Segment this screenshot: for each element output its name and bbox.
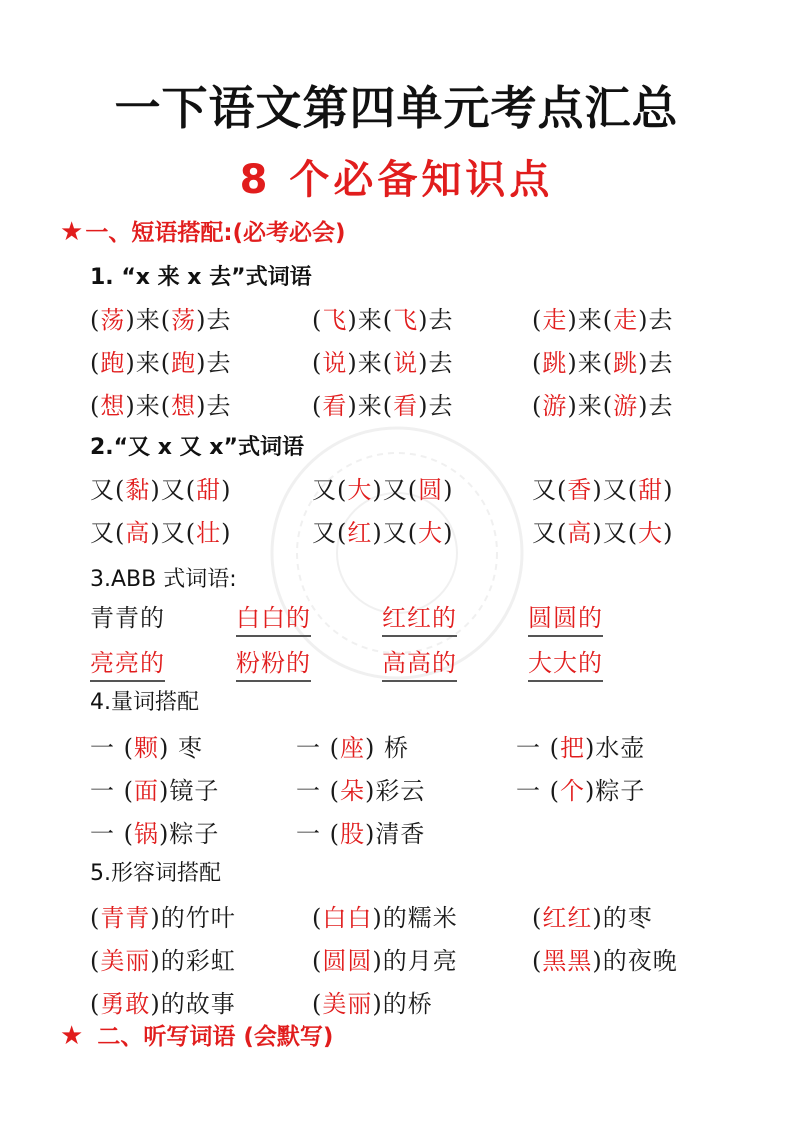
subsection-2-heading — [90, 430, 304, 461]
noun-text: )的夜晚 — [592, 947, 678, 975]
bracket-text: ( — [312, 349, 323, 377]
phrase-item — [532, 300, 673, 335]
answer-word: 勇敢 — [100, 990, 151, 1018]
answer-word: 看 — [322, 392, 348, 420]
subsection-1-heading — [90, 260, 312, 291]
answer-word: 想 — [100, 392, 126, 420]
answer-word: 游 — [542, 392, 568, 420]
noun-text: )的故事 — [150, 990, 236, 1018]
answer-word: 锅 — [134, 820, 159, 848]
connector-text: )又( — [372, 519, 419, 547]
connector-text: )去 — [418, 349, 454, 377]
answer-word: 圆圆 — [322, 947, 373, 975]
bracket-text: ( — [90, 392, 101, 420]
subsection-5-heading: 5.形容词搭配 — [90, 861, 221, 886]
phrase-item — [90, 343, 231, 378]
star-icon: ★ — [60, 217, 84, 247]
answer-word: 跳 — [613, 349, 639, 377]
answer-word: 高 — [125, 519, 151, 547]
connector-text: )又( — [592, 519, 639, 547]
measure-word-item — [296, 814, 425, 849]
answer-word: 跑 — [171, 349, 197, 377]
answer-word: 青青 — [100, 904, 151, 932]
adjective-item — [90, 984, 236, 1019]
adjective-item — [312, 984, 433, 1019]
connector-text: 又( — [532, 519, 568, 547]
abb-word: 白白的 — [236, 598, 311, 637]
answer-word: 美丽 — [322, 990, 373, 1018]
answer-word: 高 — [567, 519, 593, 547]
connector-text: 一 ( — [90, 734, 134, 762]
measure-word-item — [90, 771, 219, 806]
connector-text: 又( — [312, 519, 348, 547]
bracket-text: ) — [221, 476, 232, 504]
subsection-2-number: 2. — [90, 435, 114, 460]
phrase-item — [532, 513, 673, 548]
connector-text: 一 ( — [516, 734, 560, 762]
answer-word: 走 — [613, 306, 639, 334]
abb-word: 高高的 — [382, 643, 457, 682]
connector-text: )来( — [125, 349, 172, 377]
answer-word: 走 — [542, 306, 568, 334]
phrase-item — [312, 513, 453, 548]
answer-word: 荡 — [100, 306, 126, 334]
noun-text: )粽子 — [159, 820, 220, 848]
connector-text: )来( — [567, 349, 614, 377]
abb-word: 青青的 — [90, 604, 165, 632]
page-title: 一下语文第四单元考点汇总 — [114, 81, 679, 135]
answer-word: 看 — [393, 392, 419, 420]
answer-word: 黑黑 — [542, 947, 593, 975]
bracket-text: ) — [221, 519, 232, 547]
phrase-item — [532, 386, 673, 421]
star-icon: ★ — [60, 1021, 84, 1051]
answer-word: 飞 — [322, 306, 348, 334]
answer-word: 跑 — [100, 349, 126, 377]
connector-text: 一 ( — [90, 777, 134, 805]
measure-word-item — [90, 814, 219, 849]
connector-text: )去 — [638, 306, 674, 334]
answer-word: 白白 — [322, 904, 373, 932]
answer-word: 个 — [560, 777, 585, 805]
page-subtitle: 8 个必备知识点 — [239, 157, 554, 203]
connector-text: )去 — [196, 392, 232, 420]
connector-text: )去 — [638, 349, 674, 377]
noun-text: )清香 — [365, 820, 426, 848]
phrase-item — [532, 343, 673, 378]
connector-text: )去 — [196, 349, 232, 377]
answer-word: 美丽 — [100, 947, 151, 975]
bracket-text: ( — [532, 306, 543, 334]
noun-text: )的糯米 — [372, 904, 458, 932]
bracket-text: ) — [443, 476, 454, 504]
answer-word: 大 — [347, 476, 373, 504]
phrase-item — [312, 386, 453, 421]
bracket-text: ) — [443, 519, 454, 547]
noun-text: )的枣 — [592, 904, 653, 932]
connector-text: 又( — [90, 476, 126, 504]
answer-word: 说 — [322, 349, 348, 377]
answer-word: 股 — [340, 820, 365, 848]
answer-word: 荡 — [171, 306, 197, 334]
phrase-item — [90, 300, 231, 335]
abb-word: 圆圆的 — [528, 598, 603, 637]
bracket-text: ( — [532, 392, 543, 420]
bracket-text: ) — [663, 519, 674, 547]
section-1-heading — [60, 214, 346, 247]
adjective-item — [90, 941, 236, 976]
subsection-4-heading: 4.量词搭配 — [90, 690, 199, 715]
connector-text: )又( — [592, 476, 639, 504]
connector-text: )来( — [125, 392, 172, 420]
noun-text: )水壶 — [585, 734, 646, 762]
section-2-heading — [60, 1018, 333, 1051]
bracket-text: ( — [532, 904, 543, 932]
phrase-item — [312, 343, 453, 378]
measure-word-item — [90, 728, 203, 763]
answer-word: 说 — [393, 349, 419, 377]
connector-text: 又( — [90, 519, 126, 547]
connector-text: )来( — [567, 306, 614, 334]
connector-text: )又( — [150, 519, 197, 547]
measure-word-item — [296, 728, 409, 763]
bracket-text: ( — [312, 990, 323, 1018]
section-2-label: 二、听写词语 (会默写) — [97, 1024, 334, 1050]
answer-word: 颗 — [134, 734, 159, 762]
adjective-item — [532, 898, 653, 933]
phrase-item — [532, 470, 673, 505]
abb-word: 红红的 — [382, 598, 457, 637]
connector-text: )去 — [418, 306, 454, 334]
answer-word: 香 — [567, 476, 593, 504]
phrase-item — [90, 470, 231, 505]
answer-word: 想 — [171, 392, 197, 420]
phrase-item — [312, 300, 453, 335]
abb-word: 亮亮的 — [90, 643, 165, 682]
connector-text: 一 ( — [90, 820, 134, 848]
section-1-label: 一、短语搭配:(必考必会) — [85, 220, 346, 246]
connector-text: )去 — [638, 392, 674, 420]
connector-text: )来( — [567, 392, 614, 420]
answer-word: 跳 — [542, 349, 568, 377]
subsection-1-number: 1. — [90, 265, 122, 290]
connector-text: 一 ( — [296, 777, 340, 805]
bracket-text: ( — [90, 947, 101, 975]
connector-text: )去 — [196, 306, 232, 334]
answer-word: 黏 — [125, 476, 151, 504]
answer-word: 红红 — [542, 904, 593, 932]
noun-text: )的彩虹 — [150, 947, 236, 975]
noun-text: )粽子 — [585, 777, 646, 805]
connector-text: )来( — [347, 306, 394, 334]
connector-text: 一 ( — [296, 734, 340, 762]
measure-word-item — [516, 771, 645, 806]
noun-text: ) 桥 — [365, 734, 409, 762]
bracket-text: ( — [312, 306, 323, 334]
subsection-2-label: “又 x 又 x”式词语 — [113, 435, 304, 460]
phrase-item — [312, 470, 453, 505]
connector-text: 一 ( — [516, 777, 560, 805]
answer-word: 游 — [613, 392, 639, 420]
adjective-item — [532, 941, 678, 976]
connector-text: 又( — [532, 476, 568, 504]
connector-text: )来( — [347, 349, 394, 377]
bracket-text: ) — [663, 476, 674, 504]
connector-text: )来( — [347, 392, 394, 420]
bracket-text: ( — [90, 349, 101, 377]
noun-text: )彩云 — [365, 777, 426, 805]
connector-text: 又( — [312, 476, 348, 504]
answer-word: 座 — [340, 734, 365, 762]
answer-word: 圆 — [418, 476, 444, 504]
measure-word-item — [516, 728, 645, 763]
answer-word: 飞 — [393, 306, 419, 334]
answer-word: 把 — [560, 734, 585, 762]
adjective-item — [312, 898, 458, 933]
measure-word-item — [296, 771, 425, 806]
noun-text: )的桥 — [372, 990, 433, 1018]
bracket-text: ( — [532, 947, 543, 975]
noun-text: )的竹叶 — [150, 904, 236, 932]
abb-word: 粉粉的 — [236, 643, 311, 682]
bracket-text: ( — [90, 904, 101, 932]
subsection-1-label: “x 来 x 去”式词语 — [121, 265, 312, 290]
bracket-text: ( — [532, 349, 543, 377]
noun-text: ) 枣 — [159, 734, 203, 762]
noun-text: )镜子 — [159, 777, 220, 805]
connector-text: )又( — [372, 476, 419, 504]
connector-text: )去 — [418, 392, 454, 420]
phrase-item — [90, 513, 231, 548]
bracket-text: ( — [90, 306, 101, 334]
phrase-item — [90, 386, 231, 421]
answer-word: 面 — [134, 777, 159, 805]
abb-word: 大大的 — [528, 643, 603, 682]
answer-word: 大 — [418, 519, 444, 547]
answer-word: 壮 — [196, 519, 222, 547]
connector-text: 一 ( — [296, 820, 340, 848]
noun-text: )的月亮 — [372, 947, 458, 975]
answer-word: 大 — [638, 519, 664, 547]
bracket-text: ( — [312, 392, 323, 420]
answer-word: 朵 — [340, 777, 365, 805]
connector-text: )又( — [150, 476, 197, 504]
connector-text: )来( — [125, 306, 172, 334]
bracket-text: ( — [312, 904, 323, 932]
adjective-item — [312, 941, 458, 976]
bracket-text: ( — [312, 947, 323, 975]
answer-word: 甜 — [196, 476, 222, 504]
answer-word: 红 — [347, 519, 373, 547]
subsection-3-heading: 3.ABB 式词语: — [90, 567, 237, 592]
adjective-item — [90, 898, 236, 933]
bracket-text: ( — [90, 990, 101, 1018]
answer-word: 甜 — [638, 476, 664, 504]
